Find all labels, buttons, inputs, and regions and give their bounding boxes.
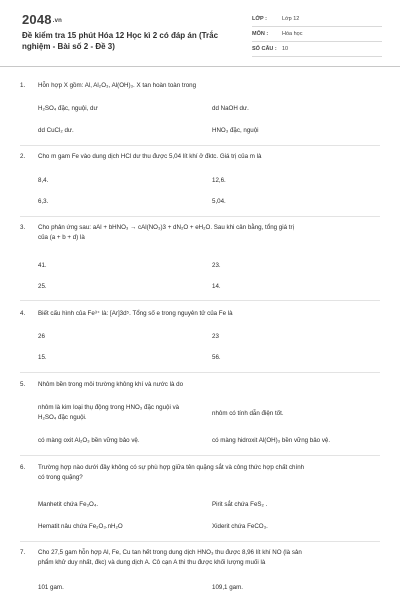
- option-b[interactable]: 12,6.: [212, 177, 226, 184]
- option-b[interactable]: 109,1 gam.: [212, 584, 243, 591]
- option-b[interactable]: 23: [212, 333, 219, 340]
- option-a[interactable]: nhôm là kim loại thụ động trong HNO₃ đặc nguội và H₂SO₄ đặc nguội.: [38, 404, 180, 421]
- option-b[interactable]: Pirit sắt chứa FeS₂ .: [212, 501, 268, 508]
- question-stem: Cho m gam Fe vào dung dịch HCl dư thu được 5,04 lít khí ở đktc. Giá trị của m là: [38, 153, 262, 160]
- option-a[interactable]: 41.: [38, 262, 47, 269]
- option-d[interactable]: 5,04.: [212, 198, 226, 205]
- option-b[interactable]: nhôm có tính dẫn điện tốt.: [212, 410, 284, 417]
- question-stem: Hỗn hợp X gồm: Al, Al₂O₃, Al(OH)₃. X tan hoàn toàn trong: [38, 82, 197, 89]
- option-c[interactable]: dd CuCl₂ dư.: [38, 127, 74, 134]
- option-c[interactable]: 15.: [38, 354, 47, 361]
- question-stem: Trường hợp nào dưới đây không có sự phù hợp giữa tên quặng sắt và công thức hợp chất chính có trong quặng?: [38, 464, 305, 481]
- option-c[interactable]: Hematit nâu chứa Fe₂O₃.nH₂O: [38, 523, 123, 530]
- divider: [20, 372, 380, 373]
- site-logo[interactable]: $2048^{.vn}$: [22, 12, 63, 27]
- option-d[interactable]: Xiderit chứa FeCO₃.: [212, 523, 268, 530]
- question-stem: Nhôm bền trong môi trường không khí và nước là do: [38, 381, 184, 388]
- option-a[interactable]: 101 gam.: [38, 584, 64, 591]
- meta-row-class: LỚP : Lớp 12: [252, 12, 382, 27]
- option-a[interactable]: 26: [38, 333, 45, 340]
- page-title: Đề kiểm tra 15 phút Hóa 12 Học kì 2 có đáp án (Trắc nghiệm - Bài số 2 - Đề 3): [22, 31, 219, 51]
- question-stem: Cho phản ứng sau: aAl + bHNO₃ → cAl(NO₃)3 + dN₂O + eH₂O. Sau khi cân bằng, tổng giá trị của (a + b + d) là: [38, 224, 294, 241]
- divider: [20, 300, 380, 301]
- page-header: [0, 0, 400, 67]
- option-a[interactable]: H₂SO₄ đặc, nguội, dư: [38, 105, 98, 112]
- option-b[interactable]: 23.: [212, 262, 221, 269]
- meta-row-subject: MÔN : Hóa học: [252, 27, 382, 42]
- quiz-meta: [252, 12, 382, 57]
- option-d[interactable]: có màng hidroxit Al(OH)₃ bền vững bảo vệ.: [212, 437, 331, 444]
- option-d[interactable]: 56.: [212, 354, 221, 361]
- divider: [20, 216, 380, 217]
- divider: [20, 455, 380, 456]
- divider: [20, 541, 380, 542]
- option-c[interactable]: 25.: [38, 283, 47, 290]
- meta-row-count: SỐ CÂU : 10: [252, 42, 382, 57]
- divider: [20, 145, 380, 146]
- option-c[interactable]: 6,3.: [38, 198, 49, 205]
- question-stem: Cho 27,5 gam hỗn hợp Al, Fe, Cu tan hết trong dung dịch HNO₃ thu được 8,96 lít khí NO (là sản phẩm khử duy nhất, đkc) và dung dịch A. Cô cạn A thì thu được khối lượng muối là: [38, 549, 302, 566]
- option-a[interactable]: 8,4.: [38, 177, 49, 184]
- option-c[interactable]: có màng oxit Al₂O₃ bền vững bảo vệ.: [38, 437, 140, 444]
- option-a[interactable]: Manhetit chứa Fe₃O₄.: [38, 501, 99, 508]
- question-stem: Biết cấu hình của Fe³⁺ là: [Ar]3d⁵. Tổng số e trong nguyên tử của Fe là: [38, 310, 233, 317]
- option-d[interactable]: HNO₃ đặc, nguội: [212, 127, 259, 134]
- option-b[interactable]: dd NaOH dư.: [212, 105, 249, 112]
- option-d[interactable]: 14.: [212, 283, 221, 290]
- quiz-page: $2048^{.vn}$ Đề kiểm tra 15 phút Hóa 12 Học kì 2 có đáp án (Trắc nghiệm - Bài số 2 - Đề 3) LỚP : Lớp 12 MÔN : Hóa học SỐ CÂU : 10 1. Hỗn hợp X gồm: Al, Al₂O₃, Al(OH)₃. X tan hoàn toàn trong H₂SO₄ đặc, nguội, dư dd NaOH dư. dd CuCl₂ dư. HNO₃ đặc, nguội 2. Cho m gam Fe vào dung dịch HCl dư thu được 5,04 lít khí ở đktc. Giá trị của m là 8,4. 12,6. 6,3. 5,04. 3. Cho phản ứng sau: aAl + bHNO₃ → cAl(NO₃)3 + dN₂O + eH₂O. Sau khi cân bằng, tổng giá trị của (a + b + d) là 41. 23. 25. 14. 4. Biết cấu hình của Fe³⁺ là: [Ar]3d⁵. Tổng số e trong nguyên tử của Fe là 26 23 15. 56. 5. Nhôm bền trong môi trường không khí và nước là do nhôm là kim loại thụ động trong HNO₃ đặc nguội và H₂SO₄ đặc nguội. nhôm có tính dẫn điện tốt. có màng oxit Al₂O₃ bền vững bảo vệ. có màng hidroxit Al(OH)₃ bền vững bảo vệ. 6. Trường hợp nào dưới đây không có sự phù hợp giữa tên quặng sắt và công thức hợp chất chính có trong quặng? Manhetit chứa Fe₃O₄. Pirit sắt chứa FeS₂ . Hematit nâu chứa Fe₂O₃.nH₂O Xiderit chứa FeCO₃. 7. Cho 27,5 gam hỗn hợp Al, Fe, Cu tan hết trong dung dịch HNO₃ thu được 8,96 lít khí NO (là sản phẩm khử duy nhất, đkc) và dung dịch A. Cô cạn A thì thu được khối lượng muối là 101 gam. 109,1 gam.: [0, 0, 400, 600]
